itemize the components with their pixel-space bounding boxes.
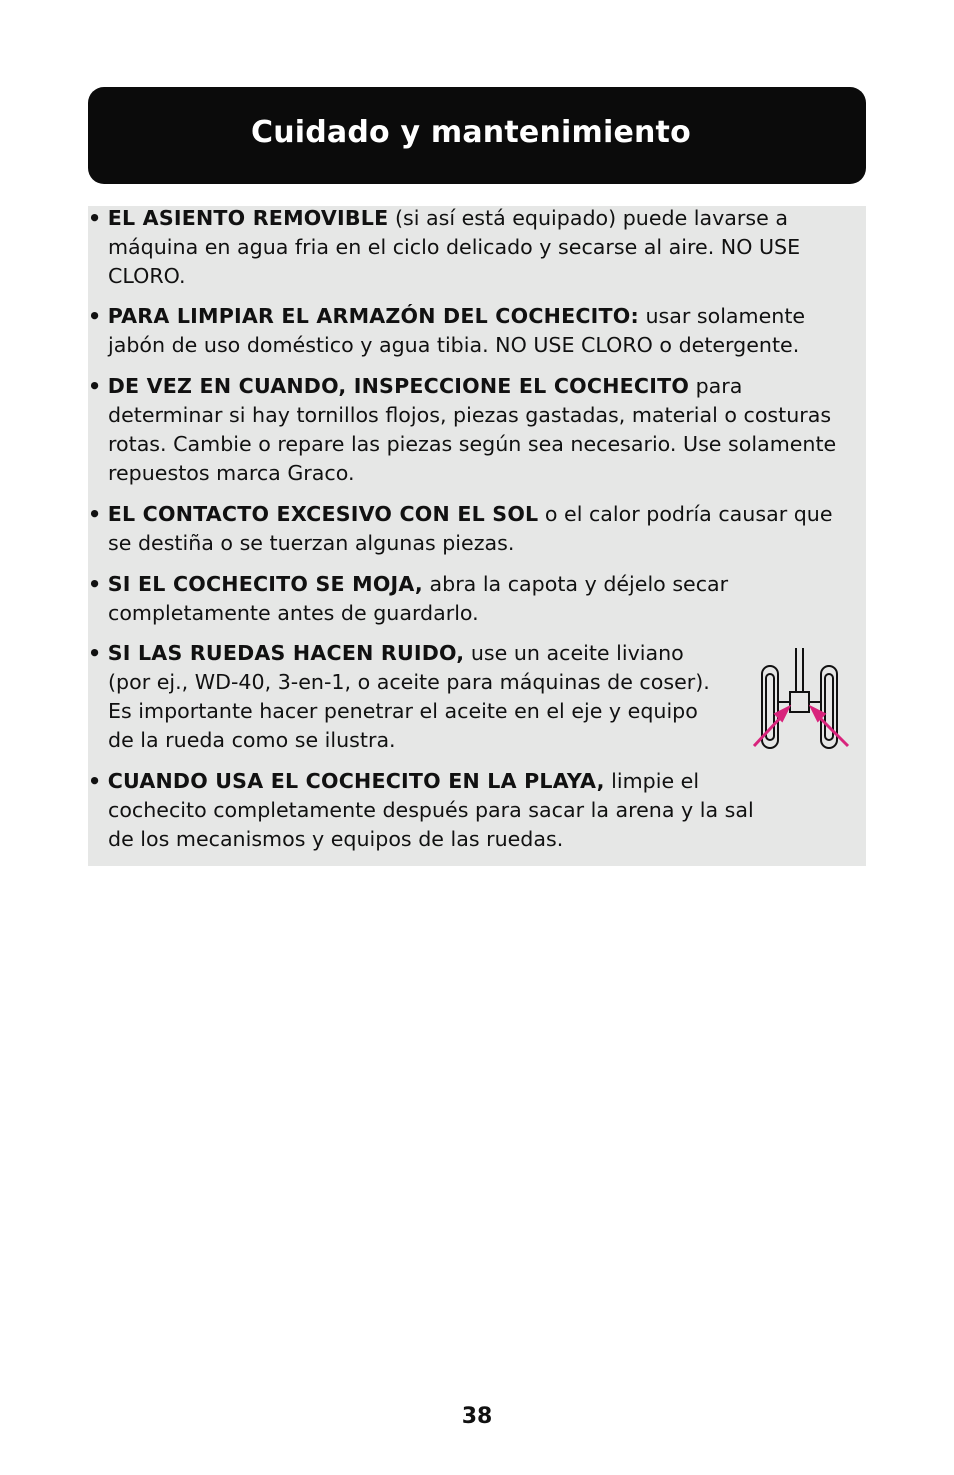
list-item: • CUANDO USA EL COCHECITO EN LA PLAYA, limpie el cochecito completamente después para sacar la arena y la sal de los mecanismos y equipos de las ruedas. — [88, 769, 754, 851]
list-item: • EL ASIENTO REMOVIBLE (si así está equipado) puede lavarse a máquina en agua fria en el ciclo delicado y secarse al aire. NO USE CLORO. — [88, 206, 801, 288]
bullet: • — [88, 206, 102, 230]
page-title: Cuidado y mantenimiento — [251, 115, 691, 150]
bullet: • — [88, 502, 102, 526]
page-number: 38 — [461, 1404, 493, 1429]
wheel-housing — [790, 692, 809, 712]
list-item: • SI LAS RUEDAS HACEN RUIDO, use un aceite liviano (por ej., WD-40, 3-en-1, o aceite para máquinas de coser). Es importante hacer penetrar el aceite en el eje y equipo de la rueda como se ilustra. — [88, 641, 710, 752]
right-wheel — [821, 666, 837, 748]
bullet: • — [88, 374, 102, 398]
wheel-lubrication-illustration — [752, 646, 852, 750]
bullet: • — [88, 641, 102, 665]
section-header — [88, 87, 866, 184]
maintenance-panel — [88, 206, 866, 866]
list-item: • DE VEZ EN CUANDO, INSPECCIONE EL COCHECITO para determinar si hay tornillos flojos, piezas gastadas, material o costuras rotas. Cambie o repare las piezas según sea necesario. Use solamente repuestos marca Graco. — [88, 374, 837, 485]
list-item: • SI EL COCHECITO SE MOJA, abra la capota y déjelo secar completamente antes de guardarlo. — [88, 572, 729, 625]
list-item: • EL CONTACTO EXCESIVO CON EL SOL o el calor podría causar que se destiña o se tuerzan algunas piezas. — [88, 502, 833, 555]
bullet: • — [88, 769, 102, 793]
list-item: • PARA LIMPIAR EL ARMAZÓN DEL COCHECITO: usar solamente jabón de uso doméstico y agua tibia. NO USE CLORO o detergente. — [88, 304, 806, 357]
bullet: • — [88, 572, 102, 596]
bullet: • — [88, 304, 102, 328]
